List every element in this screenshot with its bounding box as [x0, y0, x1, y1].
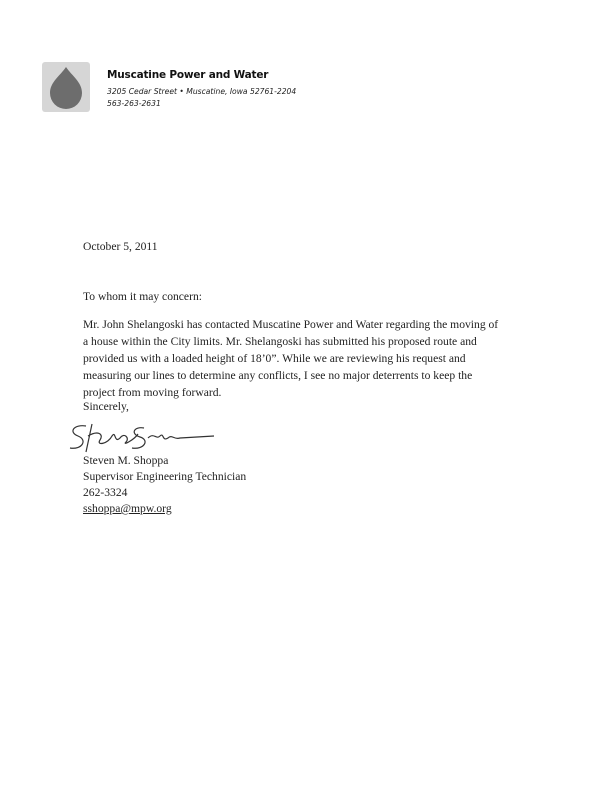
organization-name: Muscatine Power and Water	[107, 69, 269, 81]
letter-closing: Sincerely,	[83, 400, 129, 413]
organization-phone: 563-263-2631	[107, 99, 161, 108]
body-line: a house within the City limits. Mr. Shelangoski has submitted his proposed route and	[83, 335, 477, 348]
company-logo	[42, 62, 90, 112]
letter-greeting: To whom it may concern:	[83, 290, 202, 303]
water-drop-icon	[42, 62, 90, 112]
body-line: project from moving forward.	[83, 386, 222, 399]
signer-name: Steven M. Shoppa	[83, 454, 169, 467]
body-line: measuring our lines to determine any conflicts, I see no major deterrents to keep the	[83, 369, 473, 382]
body-line: provided us with a loaded height of 18’0”. While we are reviewing his request and	[83, 352, 466, 365]
letter-date: October 5, 2011	[83, 240, 158, 253]
signer-phone: 262-3324	[83, 486, 128, 499]
signer-title: Supervisor Engineering Technician	[83, 470, 247, 483]
signature-block	[83, 453, 246, 517]
body-line: Mr. John Shelangoski has contacted Muscatine Power and Water regarding the moving of	[83, 318, 499, 331]
signer-email-link[interactable]: sshoppa@mpw.org	[83, 502, 172, 515]
organization-contact	[107, 86, 296, 110]
organization-address: 3205 Cedar Street • Muscatine, Iowa 52761-2204	[107, 87, 297, 96]
handwritten-signature	[64, 418, 224, 458]
letter-body	[83, 316, 553, 401]
